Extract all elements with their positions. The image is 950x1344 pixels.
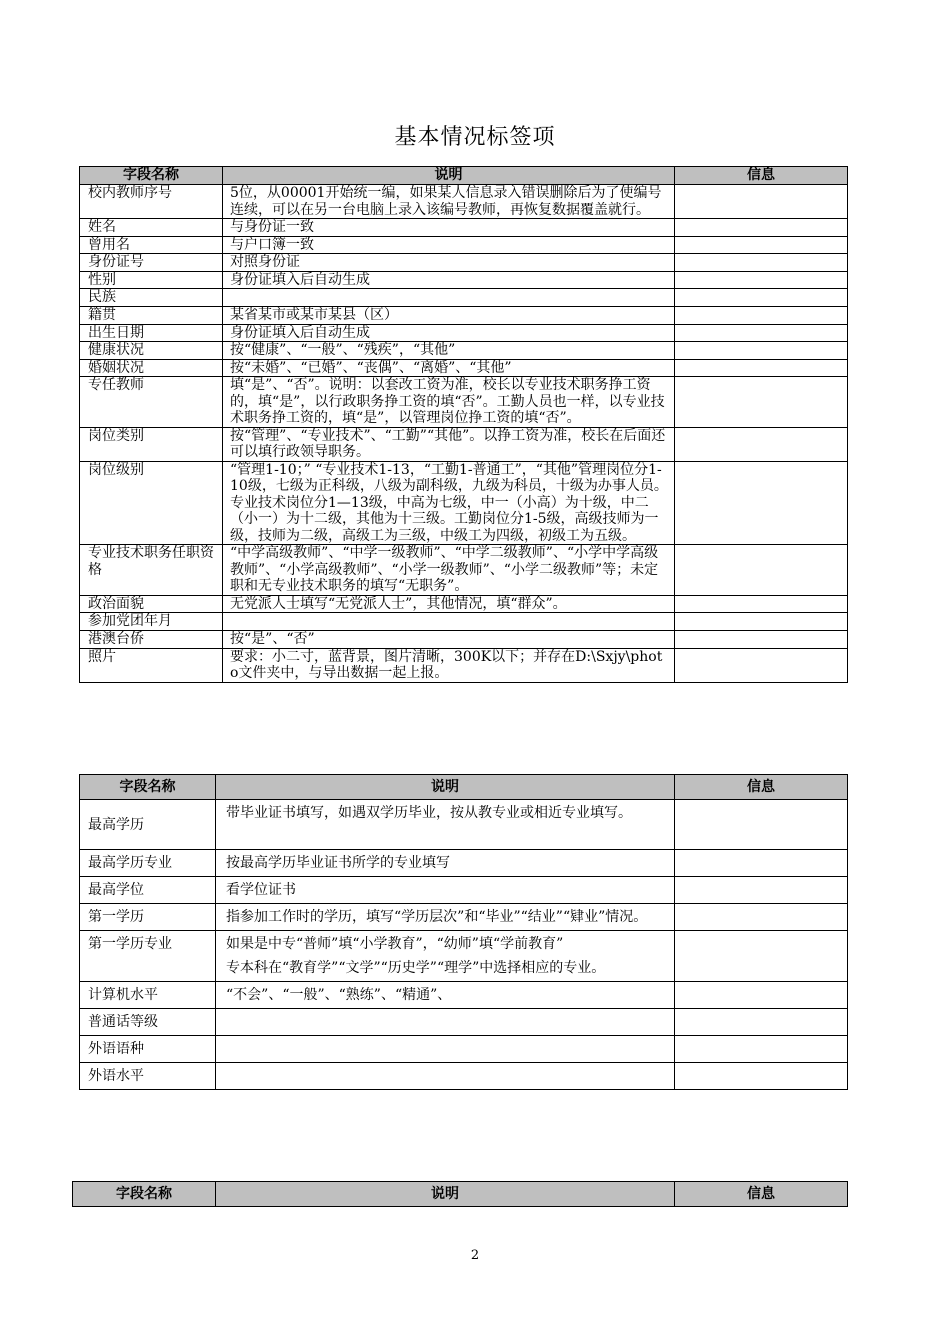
info-cell[interactable] [675, 931, 848, 982]
table-row [80, 931, 848, 982]
field-name: 校内教师序号 [80, 185, 223, 219]
field-description: 某省某市或某市某县（区） [223, 307, 675, 325]
field-description: 按“管理”、“专业技术”、“工勤”“其他”。以挣工资为准，校长在后面还可以填行政领导职务。 [223, 427, 675, 461]
info-cell[interactable] [675, 850, 848, 877]
table-row [80, 877, 848, 904]
field-description [216, 931, 675, 982]
field-description: 与身份证一致 [223, 219, 675, 237]
description-paragraph: 如果是中专“普师”填“小学教育”，“幼师”填“学前教育” [226, 936, 564, 952]
table-header-row [80, 167, 848, 185]
table-row [80, 850, 848, 877]
table-row [80, 289, 848, 307]
table-row [80, 982, 848, 1009]
info-cell[interactable] [675, 324, 848, 342]
field-description: 与户口簿一致 [223, 236, 675, 254]
info-cell[interactable] [675, 800, 848, 850]
table-row [80, 1036, 848, 1063]
field-name: 身份证号 [80, 254, 223, 272]
table-row [80, 545, 848, 596]
info-cell[interactable] [675, 307, 848, 325]
basic-info-table [79, 166, 848, 683]
info-cell[interactable] [675, 289, 848, 307]
field-name: 健康状况 [80, 342, 223, 360]
info-cell[interactable] [675, 631, 848, 649]
info-cell[interactable] [675, 545, 848, 596]
info-cell[interactable] [675, 377, 848, 428]
field-name: 参加党团年月 [80, 613, 223, 631]
field-name: 曾用名 [80, 236, 223, 254]
info-cell[interactable] [675, 236, 848, 254]
field-name: 姓名 [80, 219, 223, 237]
field-description: 对照身份证 [223, 254, 675, 272]
info-cell[interactable] [675, 219, 848, 237]
field-name: 出生日期 [80, 324, 223, 342]
info-cell[interactable] [675, 613, 848, 631]
info-cell[interactable] [675, 271, 848, 289]
info-cell[interactable] [675, 877, 848, 904]
table-row [80, 427, 848, 461]
table-row [80, 359, 848, 377]
field-name: 政治面貌 [80, 595, 223, 613]
field-description: 填“是”、“否”。说明：以套改工资为准，校长以专业技术职务挣工资的，填“是”，以行政职务挣工资的填“否”。工勤人员也一样，以专业技术职务挣工资的，填“是”，以管理岗位挣工资的填“否”。 [223, 377, 675, 428]
table-row [80, 595, 848, 613]
header-info: 信息 [675, 167, 848, 185]
field-description: 按“健康”、“一般”、“残疾”，“其他” [223, 342, 675, 360]
info-cell[interactable] [675, 359, 848, 377]
field-description [216, 1063, 675, 1090]
field-name: 港澳台侨 [80, 631, 223, 649]
field-name: 性别 [80, 271, 223, 289]
field-name: 岗位类别 [80, 427, 223, 461]
description-paragraph: 专本科在“教育学”“文学”“历史学”“理学”中选择相应的专业。 [226, 960, 606, 976]
field-description: “管理1-10；” “专业技术1-13，“工勤1-普通工”，“其他”管理岗位分1-10级，七级为正科级，八级为副科级，九级为科员，十级为办事人员。专业技术岗位分1—13级，中高为七级，中一（小高）为十级，中二（小一）为十二级，其他为十三级。工勤岗位分1-5级，高级技师为一级，技师为二级，高级工为三级，中级工为四级，初级工为五级。 [223, 461, 675, 545]
table-row [80, 324, 848, 342]
table-row [80, 254, 848, 272]
header-info: 信息 [675, 775, 848, 800]
table-row [80, 236, 848, 254]
header-info: 信息 [675, 1182, 848, 1207]
field-name: 最高学位 [80, 877, 216, 904]
table-row [80, 1009, 848, 1036]
table-row [80, 613, 848, 631]
info-cell[interactable] [675, 254, 848, 272]
field-name: 第一学历 [80, 904, 216, 931]
field-description: 看学位证书 [216, 877, 675, 904]
table-row [80, 648, 848, 682]
header-description: 说明 [216, 775, 675, 800]
field-name: 最高学历专业 [80, 850, 216, 877]
table-row [80, 1063, 848, 1090]
table-row [80, 904, 848, 931]
field-name: 最高学历 [80, 800, 216, 850]
field-name: 岗位级别 [80, 461, 223, 545]
field-description: 无党派人士填写“无党派人士”，其他情况，填“群众”。 [223, 595, 675, 613]
field-name: 籍贯 [80, 307, 223, 325]
info-cell[interactable] [675, 1036, 848, 1063]
page-number: 2 [470, 1248, 480, 1263]
education-info-table [79, 774, 848, 1090]
field-description: “不会”、“一般”、“熟练”、“精通”、 [216, 982, 675, 1009]
next-section-table [72, 1181, 848, 1207]
field-description: 按“未婚”、“已婚”、“丧偶”、“离婚”、“其他” [223, 359, 675, 377]
info-cell[interactable] [675, 904, 848, 931]
info-cell[interactable] [675, 185, 848, 219]
field-name: 专业技术职务任职资格 [80, 545, 223, 596]
table-row [80, 307, 848, 325]
header-description: 说明 [223, 167, 675, 185]
info-cell[interactable] [675, 461, 848, 545]
info-cell[interactable] [675, 648, 848, 682]
info-cell[interactable] [675, 427, 848, 461]
field-name: 专任教师 [80, 377, 223, 428]
info-cell[interactable] [675, 595, 848, 613]
field-name: 民族 [80, 289, 223, 307]
table-header-row [80, 775, 848, 800]
field-description: 按最高学历毕业证书所学的专业填写 [216, 850, 675, 877]
table-row [80, 219, 848, 237]
table-row [80, 631, 848, 649]
field-name: 外语语种 [80, 1036, 216, 1063]
field-name: 计算机水平 [80, 982, 216, 1009]
table-header-row [73, 1182, 848, 1207]
field-description [216, 1009, 675, 1036]
field-description: 身份证填入后自动生成 [223, 271, 675, 289]
field-description: 指参加工作时的学历，填写“学历层次”和“毕业”“结业”“肄业”情况。 [216, 904, 675, 931]
field-description: 要求：小二寸，蓝背景，图片清晰，300K以下；并存在D:\Sxjy\photo文件夹中，与导出数据一起上报。 [223, 648, 675, 682]
field-name: 照片 [80, 648, 223, 682]
table-row [80, 461, 848, 545]
info-cell[interactable] [675, 1009, 848, 1036]
field-name: 外语水平 [80, 1063, 216, 1090]
info-cell[interactable] [675, 342, 848, 360]
info-cell[interactable] [675, 1063, 848, 1090]
header-description: 说明 [216, 1182, 675, 1207]
field-name: 普通话等级 [80, 1009, 216, 1036]
field-description [216, 1036, 675, 1063]
field-name: 第一学历专业 [80, 931, 216, 982]
table-row [80, 800, 848, 850]
table-row [80, 342, 848, 360]
page-title: 基本情况标签项 [394, 125, 556, 150]
field-name: 婚姻状况 [80, 359, 223, 377]
field-description: 带毕业证书填写，如遇双学历毕业，按从教专业或相近专业填写。 [216, 800, 675, 850]
field-description: “中学高级教师”、“中学一级教师”、“中学二级教师”、“小学中学高级教师”、“小学高级教师”、“小学一级教师”、“小学二级教师”等；未定职和无专业技术职务的填写“无职务”。 [223, 545, 675, 596]
header-field-name: 字段名称 [80, 167, 223, 185]
table-row [80, 271, 848, 289]
header-field-name: 字段名称 [73, 1182, 216, 1207]
field-description: 身份证填入后自动生成 [223, 324, 675, 342]
info-cell[interactable] [675, 982, 848, 1009]
table-row [80, 185, 848, 219]
field-description [223, 613, 675, 631]
field-description [223, 289, 675, 307]
field-description: 按“是”、“否” [223, 631, 675, 649]
header-field-name: 字段名称 [80, 775, 216, 800]
field-description: 5位，从00001开始统一编，如果某人信息录入错误删除后为了使编号连续，可以在另一台电脑上录入该编号教师，再恢复数据覆盖就行。 [223, 185, 675, 219]
table-row [80, 377, 848, 428]
